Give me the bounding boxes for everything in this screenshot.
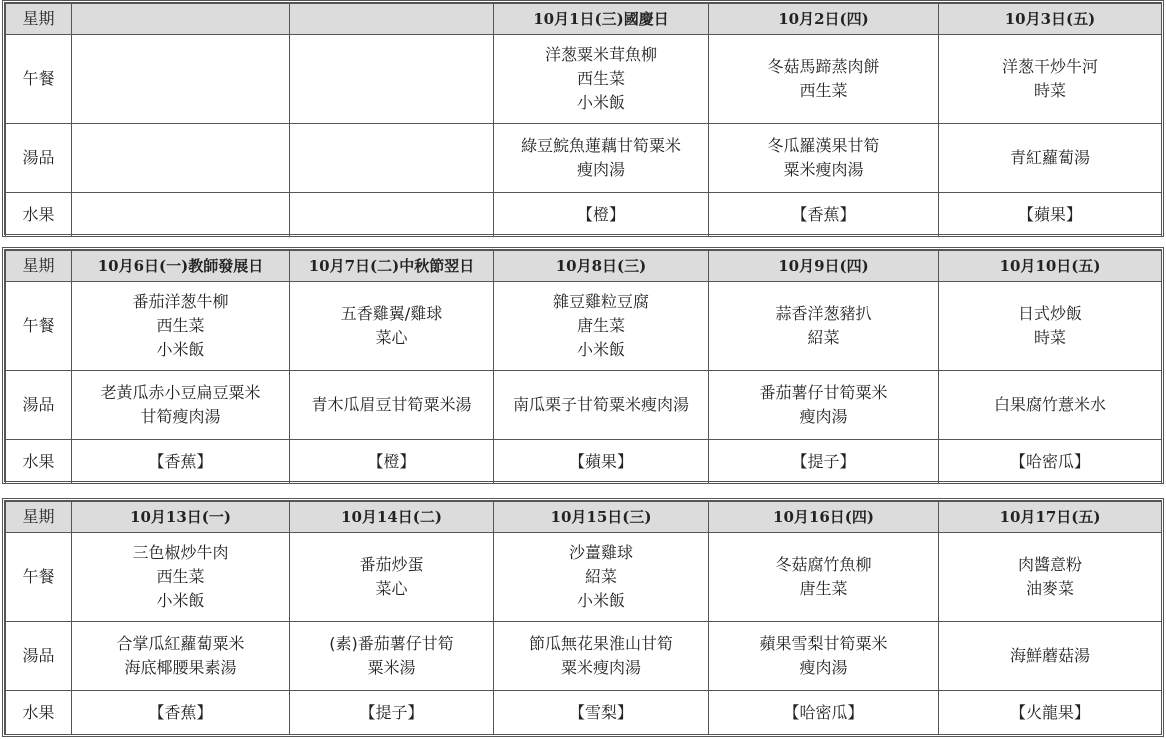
lunch-item: 蒜香洋葱豬扒 xyxy=(775,304,872,323)
lunch-item: 西生菜 xyxy=(156,316,205,335)
soup-item: (素)番茄薯仔甘筍 xyxy=(329,634,454,653)
fruit-cell: 【火龍果】 xyxy=(939,691,1162,735)
date-header: 10月10日(五) xyxy=(939,251,1162,282)
soup-item: 青紅蘿蔔湯 xyxy=(1009,148,1090,167)
soup-cell xyxy=(709,124,939,193)
date-header: 10月9日(四) xyxy=(709,251,939,282)
lunch-cell xyxy=(709,35,939,124)
lunch-item: 冬菇腐竹魚柳 xyxy=(775,555,872,574)
soup-item: 青木瓜眉豆甘筍粟米湯 xyxy=(311,395,472,414)
lunch-item: 西生菜 xyxy=(156,567,205,586)
lunch-cell xyxy=(290,282,494,371)
soup-cell xyxy=(709,622,939,691)
soup-item: 老黃瓜赤小豆扁豆粟米 xyxy=(100,383,261,402)
row-label-lunch: 午餐 xyxy=(6,282,72,371)
lunch-item: 小米飯 xyxy=(576,340,625,359)
soup-cell xyxy=(494,371,709,440)
soup-cell xyxy=(709,371,939,440)
lunch-cell xyxy=(290,35,494,124)
row-label-weekday: 星期 xyxy=(6,4,72,35)
lunch-item: 西生菜 xyxy=(799,81,848,100)
menu-table xyxy=(5,3,1162,237)
soup-cell xyxy=(72,622,290,691)
soup-cell xyxy=(939,622,1162,691)
soup-item: 冬瓜羅漢果甘筍 xyxy=(767,136,880,155)
row-label-fruit: 水果 xyxy=(6,691,72,735)
row-label-weekday: 星期 xyxy=(6,502,72,533)
fruit-cell: 【提子】 xyxy=(290,691,494,735)
soup-item: 節瓜無花果淮山甘筍 xyxy=(528,634,673,653)
lunch-item: 唐生菜 xyxy=(576,316,625,335)
soup-item: 番茄薯仔甘筍粟米 xyxy=(759,383,888,402)
lunch-cell xyxy=(709,533,939,622)
soup-item: 綠豆鯇魚蓮藕甘筍粟米 xyxy=(520,136,681,155)
date-header: 10月6日(一)教師發展日 xyxy=(72,251,290,282)
row-label-lunch: 午餐 xyxy=(6,533,72,622)
week-table xyxy=(2,247,1164,484)
week-table xyxy=(2,0,1164,237)
fruit-cell: 【橙】 xyxy=(290,440,494,484)
fruit-row xyxy=(6,691,1162,735)
week-table xyxy=(2,498,1164,737)
date-header: 10月13日(一) xyxy=(72,502,290,533)
soup-cell xyxy=(939,124,1162,193)
lunch-item: 小米飯 xyxy=(576,591,625,610)
date-row xyxy=(6,251,1162,282)
lunch-cell xyxy=(939,282,1162,371)
soup-item: 南瓜栗子甘筍粟米瘦肉湯 xyxy=(512,395,689,414)
fruit-cell: 【提子】 xyxy=(709,440,939,484)
fruit-row xyxy=(6,440,1162,484)
fruit-cell: 【雪梨】 xyxy=(494,691,709,735)
date-header: 10月2日(四) xyxy=(709,4,939,35)
lunch-item: 洋葱干炒牛河 xyxy=(1001,57,1098,76)
fruit-row xyxy=(6,193,1162,237)
fruit-cell: 【香蕉】 xyxy=(72,440,290,484)
fruit-cell: 【橙】 xyxy=(494,193,709,237)
lunch-item: 小米飯 xyxy=(156,591,205,610)
soup-cell xyxy=(939,371,1162,440)
fruit-cell: 【香蕉】 xyxy=(709,193,939,237)
soup-cell xyxy=(494,622,709,691)
lunch-item: 紹菜 xyxy=(807,328,840,347)
soup-item: 海底椰腰果素湯 xyxy=(124,658,237,677)
fruit-cell: 【蘋果】 xyxy=(494,440,709,484)
soup-row xyxy=(6,371,1162,440)
soup-cell xyxy=(494,124,709,193)
lunch-item: 三色椒炒牛肉 xyxy=(132,543,229,562)
soup-cell xyxy=(72,371,290,440)
lunch-item: 洋葱粟米茸魚柳 xyxy=(544,45,657,64)
date-header: 10月17日(五) xyxy=(939,502,1162,533)
soup-item: 蘋果雪梨甘筍粟米 xyxy=(759,634,888,653)
lunch-cell xyxy=(72,533,290,622)
fruit-cell xyxy=(72,193,290,237)
soup-cell xyxy=(290,622,494,691)
row-label-soup: 湯品 xyxy=(6,622,72,691)
lunch-cell xyxy=(709,282,939,371)
lunch-row xyxy=(6,35,1162,124)
soup-item: 粟米瘦肉湯 xyxy=(783,160,864,179)
lunch-cell xyxy=(72,35,290,124)
lunch-item: 菜心 xyxy=(375,328,408,347)
date-header xyxy=(72,4,290,35)
lunch-item: 沙薑雞球 xyxy=(568,543,633,562)
lunch-cell xyxy=(290,533,494,622)
lunch-item: 時菜 xyxy=(1033,81,1066,100)
soup-cell xyxy=(290,124,494,193)
lunch-item: 時菜 xyxy=(1033,328,1066,347)
lunch-row xyxy=(6,533,1162,622)
soup-item: 甘筍瘦肉湯 xyxy=(140,407,221,426)
fruit-cell: 【哈密瓜】 xyxy=(939,440,1162,484)
date-row xyxy=(6,502,1162,533)
lunch-item: 肉醬意粉 xyxy=(1017,555,1082,574)
soup-item: 瘦肉湯 xyxy=(576,160,625,179)
lunch-cell xyxy=(939,35,1162,124)
lunch-item: 五香雞翼/雞球 xyxy=(340,304,443,323)
fruit-cell: 【蘋果】 xyxy=(939,193,1162,237)
lunch-item: 唐生菜 xyxy=(799,579,848,598)
soup-item: 粟米瘦肉湯 xyxy=(560,658,641,677)
soup-item: 粟米湯 xyxy=(367,658,416,677)
lunch-item: 小米飯 xyxy=(156,340,205,359)
row-label-weekday: 星期 xyxy=(6,251,72,282)
soup-item: 瘦肉湯 xyxy=(799,407,848,426)
lunch-item: 番茄洋葱牛柳 xyxy=(132,292,229,311)
lunch-cell xyxy=(494,35,709,124)
lunch-row xyxy=(6,282,1162,371)
date-header: 10月14日(二) xyxy=(290,502,494,533)
row-label-fruit: 水果 xyxy=(6,193,72,237)
fruit-cell: 【香蕉】 xyxy=(72,691,290,735)
lunch-cell xyxy=(494,282,709,371)
fruit-cell: 【哈密瓜】 xyxy=(709,691,939,735)
lunch-item: 油麥菜 xyxy=(1025,579,1074,598)
lunch-item: 雜豆雞粒豆腐 xyxy=(552,292,649,311)
row-label-fruit: 水果 xyxy=(6,440,72,484)
lunch-item: 小米飯 xyxy=(576,93,625,112)
date-header: 10月8日(三) xyxy=(494,251,709,282)
lunch-item: 番茄炒蛋 xyxy=(359,555,424,574)
date-header: 10月7日(二)中秋節翌日 xyxy=(290,251,494,282)
date-header xyxy=(290,4,494,35)
row-label-lunch: 午餐 xyxy=(6,35,72,124)
lunch-item: 西生菜 xyxy=(576,69,625,88)
soup-item: 海鮮蘑菇湯 xyxy=(1009,646,1090,665)
row-label-soup: 湯品 xyxy=(6,371,72,440)
date-row xyxy=(6,4,1162,35)
menu-table xyxy=(5,250,1162,484)
row-label-soup: 湯品 xyxy=(6,124,72,193)
soup-item: 白果腐竹薏米水 xyxy=(993,395,1106,414)
soup-cell xyxy=(72,124,290,193)
fruit-cell xyxy=(290,193,494,237)
lunch-item: 紹菜 xyxy=(584,567,617,586)
menu-table xyxy=(5,501,1162,735)
lunch-cell xyxy=(72,282,290,371)
soup-item: 合掌瓜紅蘿蔔粟米 xyxy=(116,634,245,653)
lunch-item: 冬菇馬蹄蒸肉餅 xyxy=(767,57,880,76)
lunch-cell xyxy=(939,533,1162,622)
date-header: 10月3日(五) xyxy=(939,4,1162,35)
date-header: 10月1日(三)國慶日 xyxy=(494,4,709,35)
lunch-cell xyxy=(494,533,709,622)
soup-row xyxy=(6,622,1162,691)
date-header: 10月15日(三) xyxy=(494,502,709,533)
date-header: 10月16日(四) xyxy=(709,502,939,533)
soup-cell xyxy=(290,371,494,440)
lunch-item: 日式炒飯 xyxy=(1017,304,1082,323)
lunch-item: 菜心 xyxy=(375,579,408,598)
soup-row xyxy=(6,124,1162,193)
soup-item: 瘦肉湯 xyxy=(799,658,848,677)
